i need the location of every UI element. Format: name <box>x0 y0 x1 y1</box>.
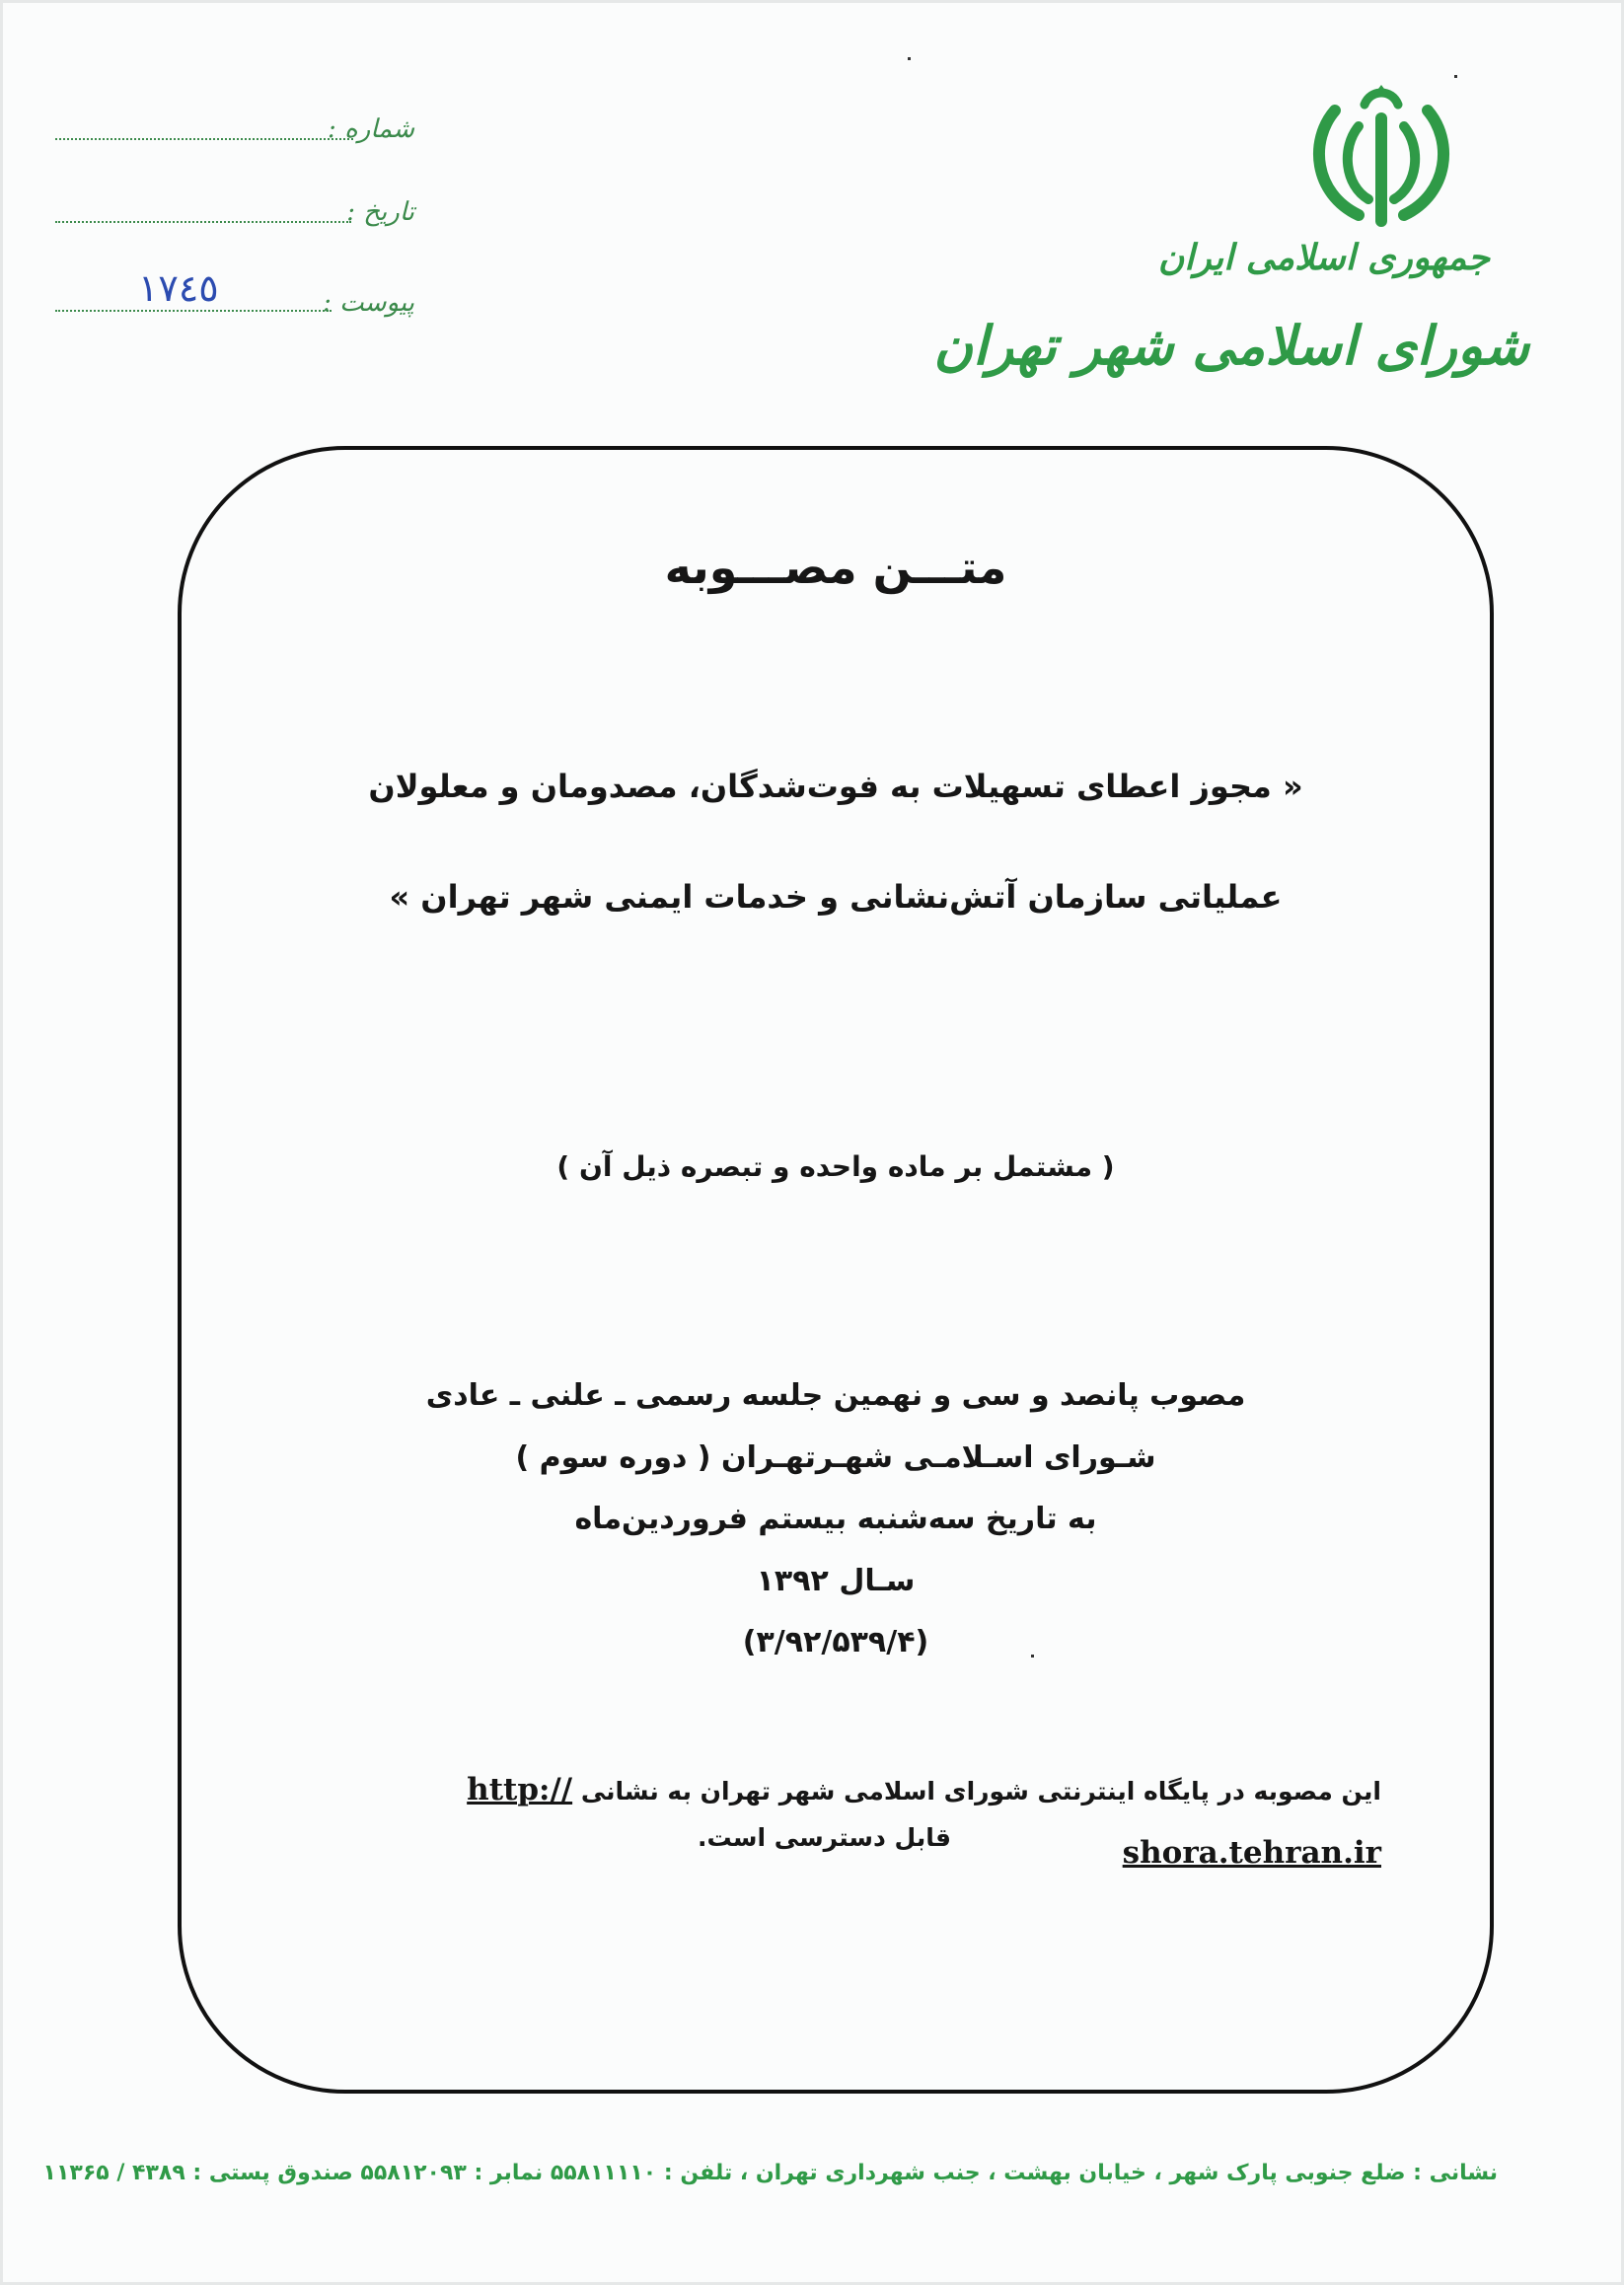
approval-date: به تاریخ سه‌شنبه بیستم فروردین‌ماه <box>574 1502 1097 1536</box>
attachment-label: پیوست : <box>323 288 414 318</box>
date-field-line <box>55 221 351 223</box>
approval-code: (۳/۹۲/۵۳۹/۴) <box>742 1625 929 1659</box>
site-note-text: این مصوبه در پایگاه اینترنتی شورای اسلامی شهر تهران به نشانی <box>580 1777 1381 1806</box>
contains-note: ( مشتمل بر ماده واحده و تبصره ذیل آن ) <box>556 1150 1115 1183</box>
scan-speck <box>1031 1655 1034 1658</box>
approval-session: مصوب پانصد و سی و نهمین جلسه رسمی ـ علنی ـ عادی <box>425 1378 1246 1413</box>
scan-speck <box>908 57 911 60</box>
site-note <box>237 1759 1381 1885</box>
attachment-field-line <box>55 310 332 312</box>
scan-speck <box>1454 75 1457 78</box>
council-name: شورای اسلامی شهر تهران <box>933 314 1529 377</box>
approval-year: سـال ۱۳۹۲ <box>756 1564 916 1598</box>
site-url-link[interactable]: http:// shora.tehran.ir <box>467 1772 1381 1871</box>
subject-line-2: عملیاتی سازمان آتش‌نشانی و خدمات ایمنی شهر تهران » <box>389 878 1283 916</box>
handwritten-number: ١٧٤٥ <box>138 266 219 310</box>
footer-address: نشانی : ضلع جنوبی پارک شهر ، خیابان بهشت ، جنب شهرداری تهران ، تلفن : ۵۵۸۱۱۱۱۰ نمابر : ۵۵۸۱۲۰۹۳ صندوق پستی : ۴۳۸۹ / ۱۱۳۶۵ <box>42 2161 1498 2185</box>
site-note-availability: قابل دسترسی است. <box>697 1823 951 1852</box>
approval-council: شـورای اسـلامـی شهـرتهـران ( دوره سوم ) <box>515 1440 1156 1475</box>
number-field-line <box>55 138 353 140</box>
date-label: تاریخ : <box>346 197 414 227</box>
subject-line-1: « مجوز اعطای تسهیلات به فوت‌شدگان، مصدومان و معلولان <box>368 768 1303 805</box>
country-name: جمهوری اسلامی ایران <box>1157 237 1490 278</box>
iran-emblem-icon <box>1307 83 1455 229</box>
document-title: متـــن مصـــوبه <box>664 541 1007 594</box>
number-label: شماره : <box>328 114 414 144</box>
